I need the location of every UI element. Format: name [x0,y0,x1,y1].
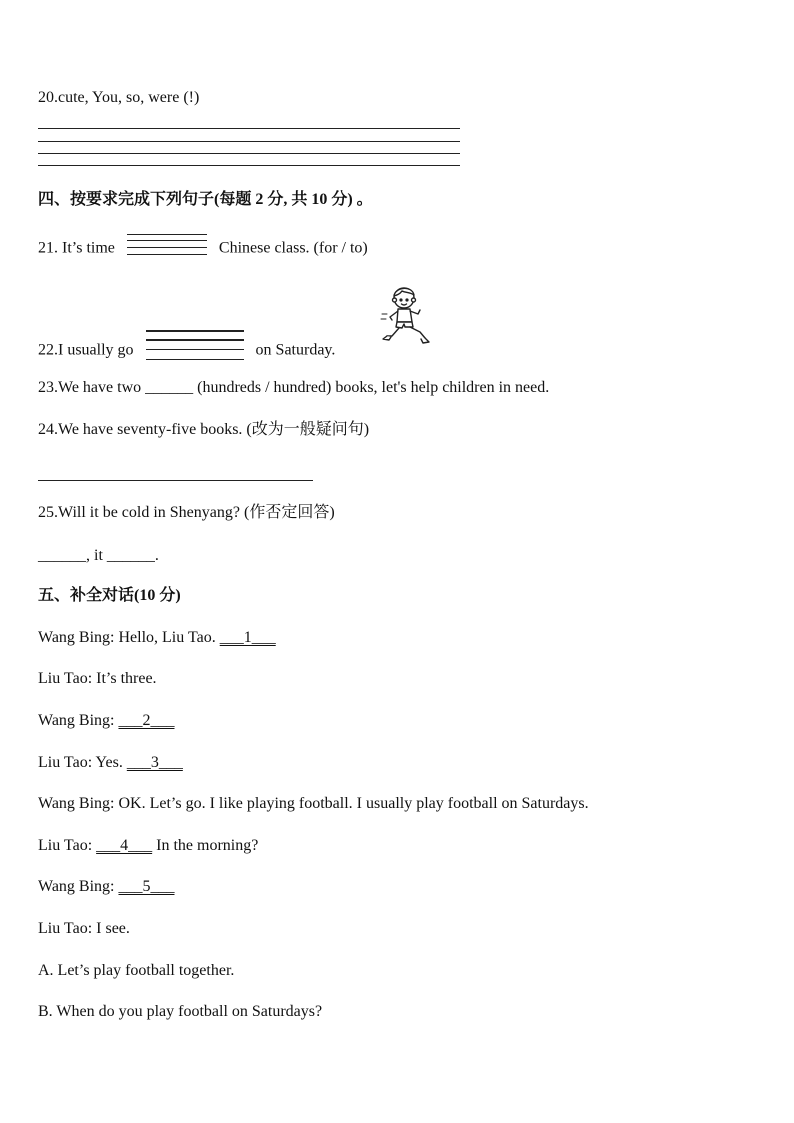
dialogue-text: Liu Tao: It’s three. [38,670,157,687]
question-21-after: Chinese class. (for / to) [218,239,368,257]
answer-line [38,165,460,166]
dialogue-text: Liu Tao: [38,837,97,854]
dialogue-blank: ___1___ [219,629,276,646]
dialogue-blank: ___5___ [118,878,175,895]
dialogue-line [38,669,157,689]
question-22-before: 22.I usually go [38,341,134,359]
running-boy-icon [380,284,436,350]
dialogue-line [38,836,258,856]
question-20: 20.cute, You, so, were (!) [38,89,200,106]
question-23: 23.We have two ______ (hundreds / hundred) books, let's help children in need. [38,379,550,396]
dialogue-text: Liu Tao: I see. [38,920,130,937]
dialogue-text: In the morning? [152,837,259,854]
dialogue-line [38,753,183,773]
dialogue-text: Wang Bing: OK. Let’s go. I like playing football. I usually play football on Saturdays. [38,795,589,812]
option-b: B. When do you play football on Saturdays? [38,1003,323,1020]
dialogue-line [38,919,130,939]
answer-line [38,128,460,129]
answer-line [38,141,460,142]
section-4-heading: 四、按要求完成下列句子(每题 2 分, 共 10 分) 。 [38,191,373,208]
question-25-answer: ______, it ______. [38,547,159,564]
blank-lines [146,330,244,360]
dialogue-line [38,628,276,648]
dialogue-text: Liu Tao: Yes. [38,754,127,771]
dialogue-blank: ___2___ [118,712,175,729]
dialogue-line [38,877,174,897]
section-5-heading: 五、补全对话(10 分) [38,587,181,604]
dialogue-line [38,794,589,814]
dialogue-text: Wang Bing: Hello, Liu Tao. [38,629,220,646]
blank-lines [127,234,207,256]
question-21-before: 21. It’s time [38,239,115,257]
question-21 [38,238,368,260]
answer-line [38,153,460,154]
dialogue-blank: ___3___ [126,754,183,771]
dialogue-text: Wang Bing: [38,878,119,895]
dialogue-line [38,711,174,731]
dialogue-blank: ___4___ [96,837,153,854]
question-22 [38,336,335,366]
dialogue-text: Wang Bing: [38,712,119,729]
answer-line [38,480,313,481]
question-24: 24.We have seventy-five books. (改为一般疑问句) [38,421,370,438]
option-a: A. Let’s play football together. [38,962,235,979]
question-25: 25.Will it be cold in Shenyang? (作否定回答) [38,504,335,521]
question-22-after: on Saturday. [255,341,336,359]
